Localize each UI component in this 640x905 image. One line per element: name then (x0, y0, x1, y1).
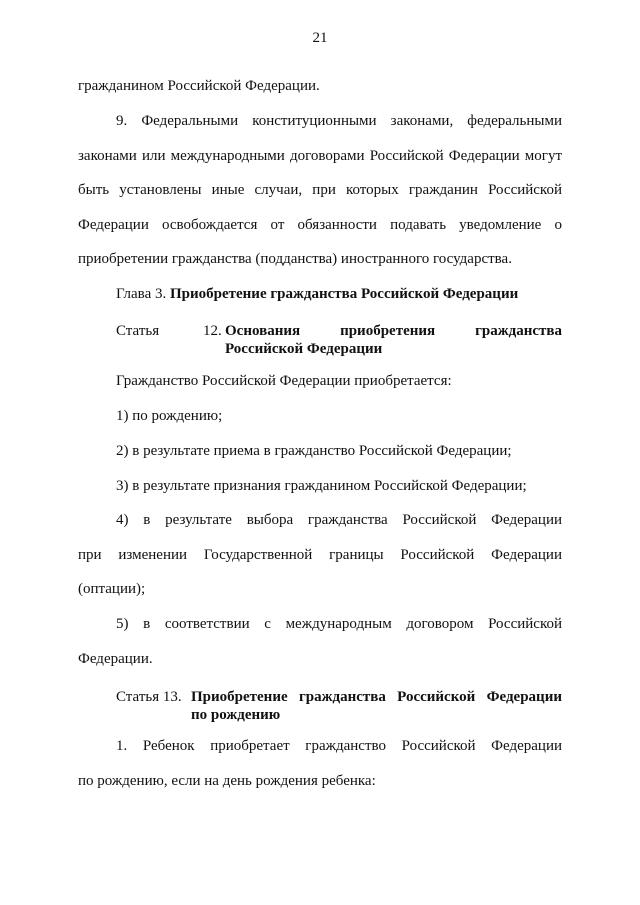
paragraph-9: 9. Федеральными конституционными законами, федеральными законами или международными договорами Российской Федерации могут быть установлены иные случаи, при которых гражданин Российской Федерации освобождается от обязанности подавать уведомление о приобретении гражданства (подданства) иностранного государства. (78, 113, 562, 267)
article-13-label: Статья 13. (116, 689, 182, 705)
article-12-intro: Гражданство Российской Федерации приобретается: (116, 373, 452, 389)
article-12-item-4-line1: 4) в результате выбора гражданства Российской Федерации (116, 512, 562, 528)
article-13-para-1-line1: 1. Ребенок приобретает гражданство Российской Федерации (116, 738, 562, 754)
chapter-label: Глава 3. (116, 286, 167, 302)
article-13-heading (116, 688, 562, 724)
paragraph-continuation: гражданином Российской Федерации. (78, 78, 320, 94)
article-12-heading (116, 322, 562, 358)
chapter-title: Приобретение гражданства Российской Федерации (169, 286, 519, 302)
article-13-para-1-line2: по рождению, если на день рождения ребенка: (78, 773, 376, 789)
article-12-number: 12. (203, 323, 222, 339)
article-12-item-3: 3) в результате признания гражданином Российской Федерации; (116, 478, 527, 494)
article-12-title-line1: Основания приобретения гражданства (225, 323, 562, 339)
page-number: 21 (312, 30, 328, 46)
article-12-item-4-line2: при изменении Государственной границы Российской Федерации (78, 547, 562, 563)
article-12-title-line2: Российской Федерации (225, 341, 383, 357)
article-12-item-2: 2) в результате приема в гражданство Российской Федерации; (116, 443, 512, 459)
article-13-title-line2: по рождению (191, 707, 281, 723)
article-12-item-4-line3: (оптации); (78, 581, 146, 597)
article-12-item-1: 1) по рождению; (116, 408, 223, 424)
article-12-label: Статья (116, 323, 160, 339)
article-13-title-line1: Приобретение гражданства Российской Федерации (191, 689, 562, 705)
chapter-heading (116, 280, 518, 308)
article-12-item-5-line2: Федерации. (78, 651, 153, 667)
article-12-item-5-line1: 5) в соответствии с международным договором Российской (116, 616, 562, 632)
